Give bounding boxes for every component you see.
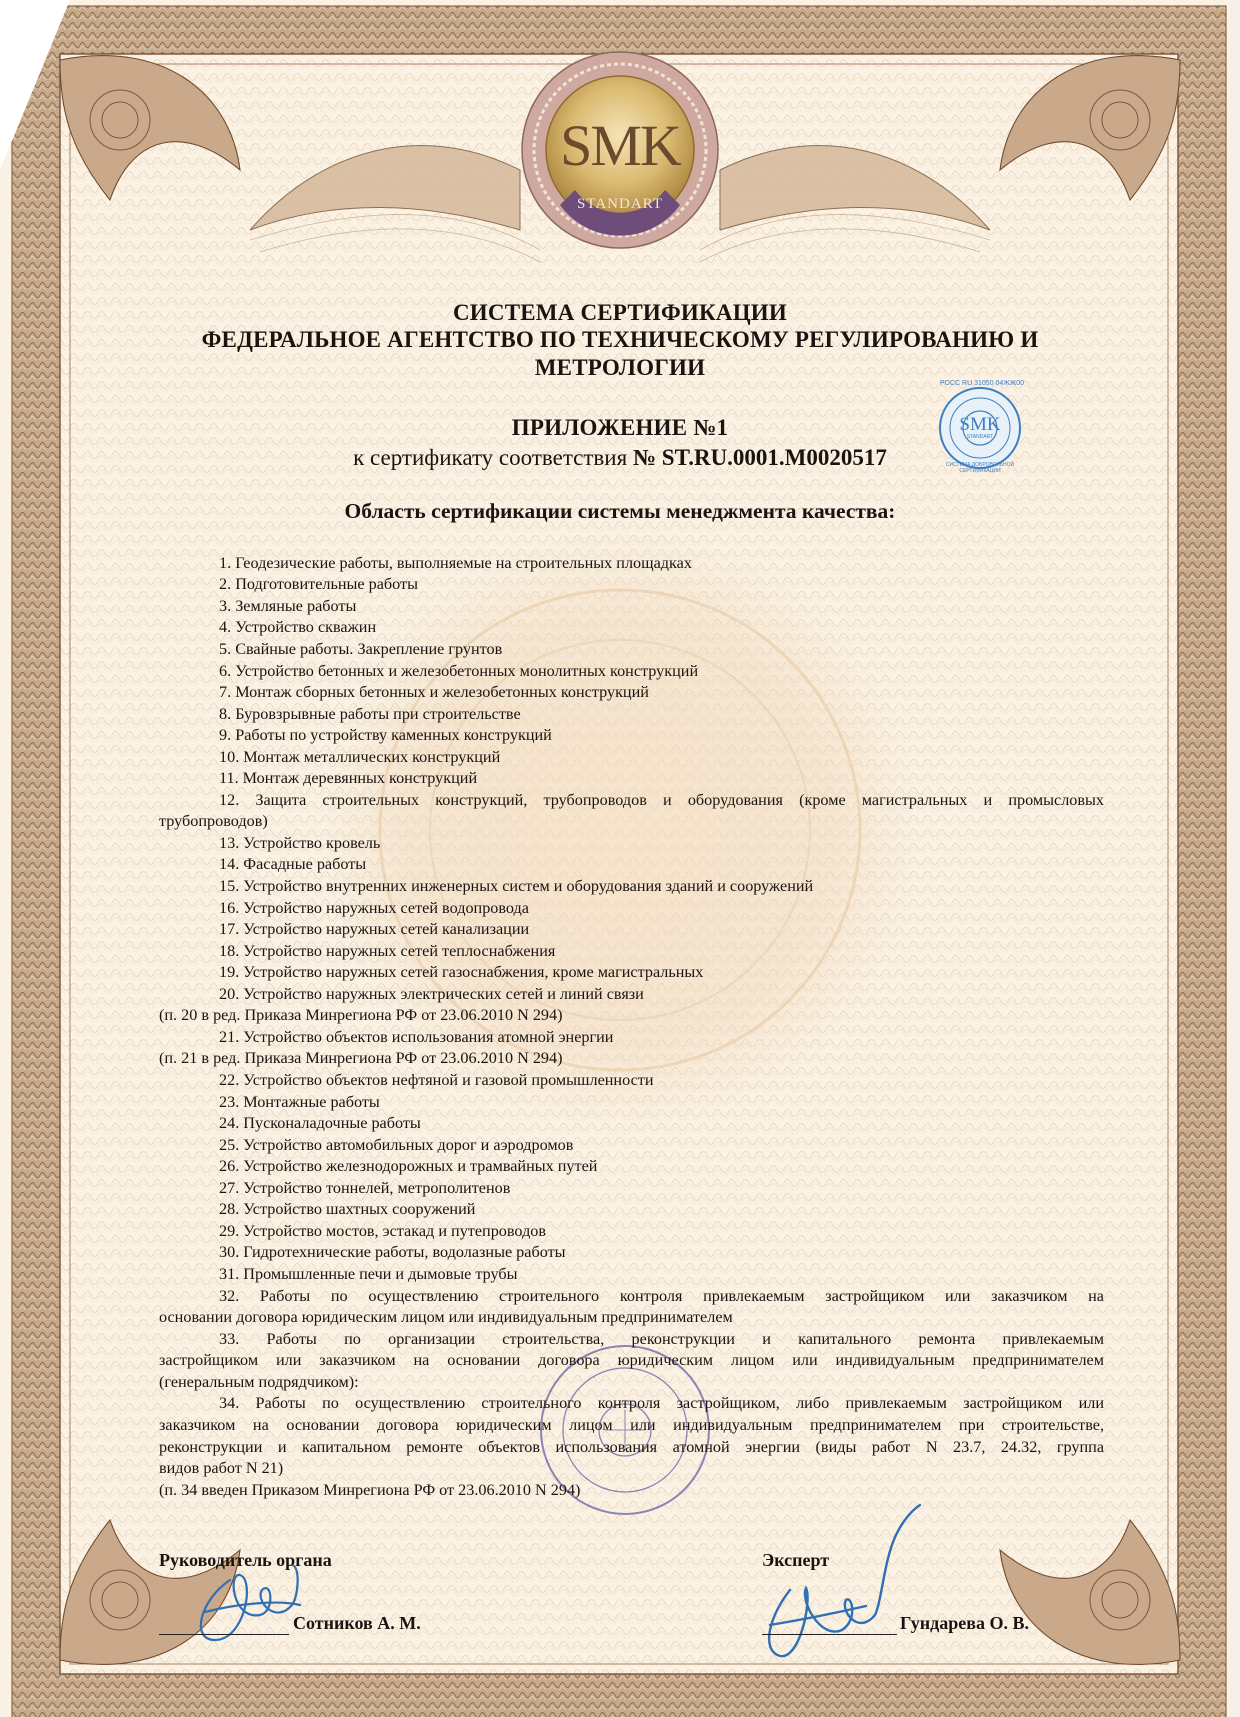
list-item: (п. 34 введен Приказом Минрегиона РФ от 23.06.2010 N 294) — [159, 1481, 581, 1499]
scope-title: Область сертификации системы менеджмента качества: — [344, 499, 896, 523]
list-item: реконструкции и капитальном ремонте объектов использования атомной энергии (виды работ N 23.7, 24.32, группа — [159, 1438, 1104, 1456]
list-item: 11. Монтаж деревянных конструкций — [219, 769, 478, 787]
list-item: 13. Устройство кровель — [219, 834, 381, 852]
list-item: видов работ N 21) — [159, 1459, 284, 1477]
list-item: 33. Работы по организации строительства, реконструкции и капитального ремонта привлекаемым — [219, 1330, 1104, 1348]
certificate-number: № ST.RU.0001.M0020517 — [632, 445, 887, 470]
list-item: 3. Земляные работы — [219, 597, 357, 615]
list-item: 7. Монтаж сборных бетонных и железобетонных конструкций — [219, 683, 649, 701]
list-item: 28. Устройство шахтных сооружений — [219, 1200, 476, 1218]
signatory-left-name: Сотников А. М. — [293, 1613, 421, 1633]
list-item: 9. Работы по устройству каменных конструкций — [219, 726, 552, 744]
certificate-prefix: к сертификату соответствия — [353, 445, 628, 470]
list-item: 6. Устройство бетонных и железобетонных монолитных конструкций — [219, 662, 699, 680]
signatory-right-name: Гундарева О. В. — [900, 1613, 1029, 1633]
list-item: трубопроводов) — [159, 812, 268, 830]
list-item: 12. Защита строительных конструкций, трубопроводов и оборудования (кроме магистральных и промысловых — [219, 791, 1104, 809]
logo-brand: SMK — [560, 113, 680, 178]
list-item: 26. Устройство железнодорожных и трамвайных путей — [219, 1157, 598, 1175]
list-item: 29. Устройство мостов, эстакад и путепроводов — [219, 1222, 547, 1240]
list-item: застройщиком или заказчиком на основании договора юридическим лицом или индивидуальным предпринимателем — [159, 1351, 1104, 1369]
header-line-3: МЕТРОЛОГИИ — [534, 355, 706, 380]
list-item: 27. Устройство тоннелей, метрополитенов — [219, 1179, 511, 1197]
list-item: 15. Устройство внутренних инженерных систем и оборудования зданий и сооружений — [219, 877, 814, 895]
list-item: основании договора юридическим лицом или индивидуальным предпринимателем — [159, 1308, 733, 1326]
list-item: заказчиком на основании договора юридическим лицом или индивидуальным предпринимателем при строительстве, — [159, 1416, 1104, 1434]
list-item: 2. Подготовительные работы — [219, 575, 418, 593]
list-item: 18. Устройство наружных сетей теплоснабжения — [219, 942, 556, 960]
list-item: 34. Работы по осуществлению строительного контроля застройщиком, либо привлекаемым застройщиком или — [219, 1394, 1104, 1412]
signature-line-right — [762, 1634, 897, 1635]
header-line-1: СИСТЕМА СЕРТИФИКАЦИИ — [453, 300, 787, 325]
stamp-ring-text: СИСТЕМА ДОБРОВОЛЬНОЙ СЕРТИФИКАЦИИ — [945, 462, 1015, 474]
certificate-reference — [160, 444, 1080, 471]
header-line-2: ФЕДЕРАЛЬНОЕ АГЕНТСТВО ПО ТЕХНИЧЕСКОМУ РЕГУЛИРОВАНИЮ И — [201, 327, 1039, 352]
logo-tagline: STANDART — [577, 196, 663, 212]
list-item: 17. Устройство наружных сетей канализации — [219, 920, 530, 938]
list-item: 21. Устройство объектов использования атомной энергии — [219, 1028, 614, 1046]
list-item: 4. Устройство скважин — [219, 618, 377, 636]
list-item: 1. Геодезические работы, выполняемые на строительных площадках — [219, 554, 692, 572]
list-item: 32. Работы по осуществлению строительного контроля привлекаемым застройщиком или заказчиком на — [219, 1287, 1104, 1305]
list-item: 23. Монтажные работы — [219, 1093, 380, 1111]
signatory-right-title: Эксперт — [762, 1550, 830, 1570]
list-item: 14. Фасадные работы — [219, 855, 367, 873]
list-item: 25. Устройство автомобильных дорог и аэродромов — [219, 1136, 574, 1154]
list-item: 31. Промышленные печи и дымовые трубы — [219, 1265, 518, 1283]
appendix-title: ПРИЛОЖЕНИЕ №1 — [511, 415, 729, 440]
list-item: (генеральным подрядчиком): — [159, 1373, 359, 1391]
signature-line-left — [159, 1634, 289, 1635]
stamp-brand: SMK — [959, 414, 1001, 435]
list-item: 22. Устройство объектов нефтяной и газовой промышленности — [219, 1071, 654, 1089]
list-item: 19. Устройство наружных сетей газоснабжения, кроме магистральных — [219, 963, 704, 981]
list-item: 10. Монтаж металлических конструкций — [219, 748, 501, 766]
list-item: 20. Устройство наружных электрических сетей и линий связи — [219, 985, 644, 1003]
list-item: 16. Устройство наружных сетей водопровода — [219, 899, 529, 917]
stamp-tagline: STANDART — [966, 434, 994, 440]
list-item: (п. 21 в ред. Приказа Минрегиона РФ от 23.06.2010 N 294) — [159, 1049, 563, 1067]
stamp-top-text: РОСС RU 31050 04ЖЖ00 — [940, 380, 1024, 387]
list-item: 30. Гидротехнические работы, водолазные работы — [219, 1243, 566, 1261]
list-item: 5. Свайные работы. Закрепление грунтов — [219, 640, 503, 658]
list-item: 24. Пусконаладочные работы — [219, 1114, 421, 1132]
list-item: 8. Буровзрывные работы при строительстве — [219, 705, 521, 723]
list-item: (п. 20 в ред. Приказа Минрегиона РФ от 23.06.2010 N 294) — [159, 1006, 563, 1024]
signatory-left-title: Руководитель органа — [159, 1550, 332, 1570]
